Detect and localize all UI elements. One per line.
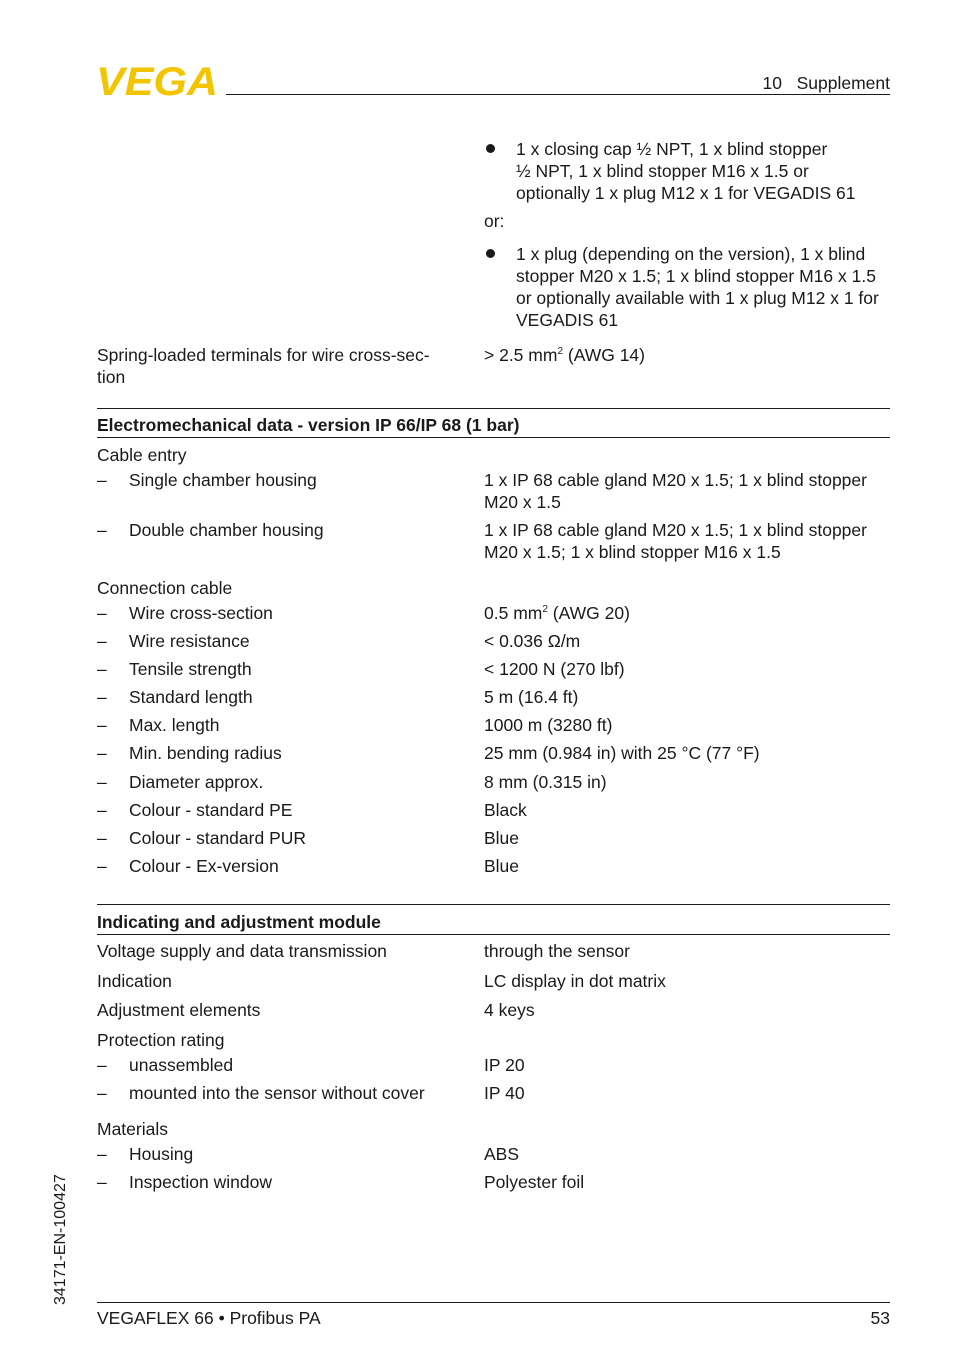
section-rule-top [97,904,890,905]
dash: – [97,687,107,707]
wire-cross-section-label: Wire cross-section [129,603,273,623]
cable-row-label: Colour - standard PUR [129,828,307,848]
spring-label-line-1: Spring-loaded terminals for wire cross-sec- [97,345,430,365]
dash: – [97,715,107,735]
unassembled-label: unassembled [129,1055,234,1075]
housing-value: ABS [484,1144,520,1164]
cable-row-label: Wire resistance [129,631,250,651]
header-chapter: 10 Supplement [762,73,890,93]
page-number: 53 [870,1308,890,1328]
adjustment-elements-label: Adjustment elements [97,1000,261,1020]
cable-row-value: < 1200 N (270 lbf) [484,659,625,679]
spring-label-line-2: tion [97,367,126,387]
single-chamber-label: Single chamber housing [129,470,317,490]
dash: – [97,631,107,651]
vega-logo-text: VEGA [96,64,218,98]
double-chamber-value: 1 x IP 68 cable gland M20 x 1.5; 1 x blind stopper M20 x 1.5; 1 x blind stopper M16 x 1.5 [484,520,867,562]
cable-row-value: Black [484,800,527,820]
footer-product: VEGAFLEX 66 • Profibus PA [97,1308,321,1328]
voltage-supply-value: through the sensor [484,941,630,961]
cable-row-value: < 0.036 Ω/m [484,631,581,651]
dash: – [97,520,107,540]
vega-logo [96,64,220,98]
cable-row-label: Standard length [129,687,253,707]
protection-rating-label: Protection rating [97,1030,225,1050]
cable-row-value: 1000 m (3280 ft) [484,715,613,735]
cable-row-value: 25 mm (0.984 in) with 25 °C (77 °F) [484,743,760,763]
electromech-section-title: Electromechanical data - version IP 66/IP 68 (1 bar) [97,415,520,435]
cable-row-value: Blue [484,828,520,848]
bullet-item-1 [516,138,892,204]
bullet-2-line-4: VEGADIS 61 [516,310,619,330]
spring-terminals-label [97,344,430,388]
bullet-icon [486,249,495,258]
cable-row-label: Colour - Ex-version [129,856,279,876]
mounted-label: mounted into the sensor without cover [129,1083,425,1103]
cable-row-label: Max. length [129,715,220,735]
bullet-icon [486,144,495,153]
double-chamber-label: Double chamber housing [129,520,324,540]
inspection-window-value: Polyester foil [484,1172,585,1192]
dash: – [97,800,107,820]
bullet-2-line-1: 1 x plug (depending on the version), 1 x blind [516,244,866,264]
cable-row-label: Tensile strength [129,659,252,679]
section-rule-top [97,408,890,409]
spring-terminals-value: > 2.5 $mm^2$ (AWG 14) [484,345,645,365]
wire-cross-section-value: 0.5 $mm^2$ (AWG 20) [484,603,630,623]
single-chamber-value: 1 x IP 68 cable gland M20 x 1.5; 1 x blind stopper M20 x 1.5 [484,470,867,512]
or-text: or: [484,211,505,231]
section-rule-bottom [97,934,890,935]
materials-label: Materials [97,1119,168,1139]
dash: – [97,1172,107,1192]
dash: – [97,1083,107,1103]
dash: – [97,856,107,876]
header-rule [226,94,890,95]
dash: – [97,659,107,679]
bullet-2-line-2: stopper M20 x 1.5; 1 x blind stopper M16 x 1.5 [516,266,876,286]
dash: – [97,743,107,763]
cable-row-label: Min. bending radius [129,743,282,763]
unassembled-value: IP 20 [484,1055,525,1075]
dash: – [97,828,107,848]
footer-rule [97,1302,890,1303]
dash: – [97,772,107,792]
cable-row-label: Colour - standard PE [129,800,293,820]
dash: – [97,1144,107,1164]
cable-entry-label: Cable entry [97,445,187,465]
bullet-1-line-1: 1 x closing cap ½ NPT, 1 x blind stopper [516,139,828,159]
connection-cable-label: Connection cable [97,578,233,598]
vega-logo-graphic [96,64,220,98]
section-rule-bottom [97,437,890,438]
inspection-window-label: Inspection window [129,1172,272,1192]
dash: – [97,603,107,623]
bullet-2-line-3: or optionally available with 1 x plug M12 x 1 for [516,288,879,308]
bullet-1-line-2: ½ NPT, 1 x blind stopper M16 x 1.5 or [516,161,809,181]
cable-row-value: Blue [484,856,520,876]
mounted-value: IP 40 [484,1083,525,1103]
voltage-supply-label: Voltage supply and data transmission [97,941,387,961]
cable-row-label: Diameter approx. [129,772,264,792]
housing-label: Housing [129,1144,194,1164]
indication-value: LC display in dot matrix [484,971,666,991]
dash: – [97,470,107,490]
indication-label: Indication [97,971,172,991]
bullet-1-line-3: optionally 1 x plug M12 x 1 for VEGADIS 61 [516,183,856,203]
module-section-title: Indicating and adjustment module [97,912,381,932]
cable-row-value: 8 mm (0.315 in) [484,772,607,792]
dash: – [97,1055,107,1075]
document-code: 34171-EN-100427 [52,1174,69,1305]
bullet-item-2 [516,243,892,331]
adjustment-elements-value: 4 keys [484,1000,535,1020]
cable-row-value: 5 m (16.4 ft) [484,687,579,707]
